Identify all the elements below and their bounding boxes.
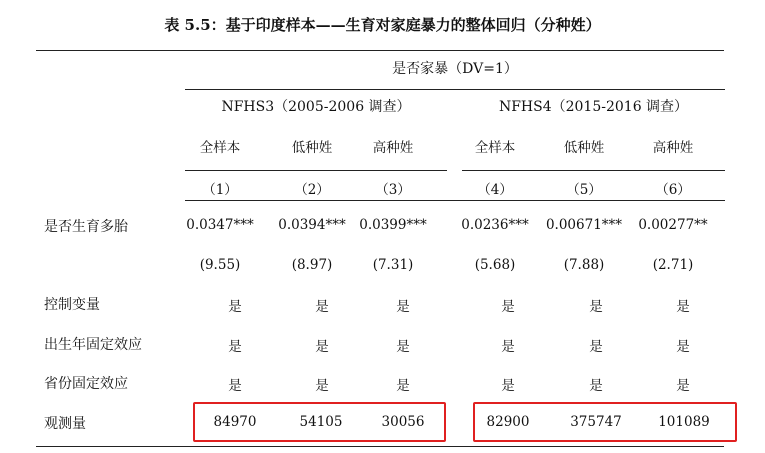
obs-col-1: 84970 bbox=[213, 414, 257, 430]
group-header-nfhs4: NFHS4（2015-2016 调查） bbox=[498, 99, 689, 115]
row-label-birth-year-fe: 出生年固定效应 bbox=[44, 337, 142, 353]
col-num-2: （2） bbox=[294, 182, 330, 198]
province-fe-col-4: 是 bbox=[501, 378, 515, 394]
province-fe-col-2: 是 bbox=[315, 378, 329, 394]
col-num-4: （4） bbox=[477, 182, 513, 198]
subhead-col-1: 全样本 bbox=[199, 140, 241, 156]
row-label-multiple-births: 是否生育多胎 bbox=[44, 219, 128, 235]
controls-col-3: 是 bbox=[396, 299, 410, 315]
controls-col-2: 是 bbox=[315, 299, 329, 315]
obs-col-5: 375747 bbox=[570, 414, 622, 430]
birthyear-fe-col-3: 是 bbox=[396, 339, 410, 355]
tstat-col-5: (7.88) bbox=[563, 257, 605, 273]
table-title: 表 5.5：基于印度样本——生育对家庭暴力的整体回归（分种姓） bbox=[164, 16, 601, 34]
group-rule-nfhs3 bbox=[185, 170, 447, 171]
row-label-observations: 观测量 bbox=[44, 416, 86, 432]
tstat-col-3: (7.31) bbox=[372, 257, 414, 273]
subhead-col-2: 低种姓 bbox=[291, 140, 333, 156]
coef-col-5: 0.00671*** bbox=[545, 217, 623, 233]
top-rule bbox=[36, 50, 724, 51]
highlight-box-nfhs3-observations bbox=[193, 402, 446, 442]
dv-header: 是否家暴（DV=1） bbox=[392, 61, 518, 77]
highlight-box-nfhs4-observations bbox=[473, 402, 737, 442]
birthyear-fe-col-5: 是 bbox=[589, 339, 603, 355]
controls-col-4: 是 bbox=[501, 299, 515, 315]
subhead-col-3: 高种姓 bbox=[372, 140, 414, 156]
province-fe-col-1: 是 bbox=[228, 378, 242, 394]
tstat-col-4: (5.68) bbox=[474, 257, 516, 273]
subhead-col-5: 低种姓 bbox=[563, 140, 605, 156]
tstat-col-2: (8.97) bbox=[291, 257, 333, 273]
controls-col-6: 是 bbox=[676, 299, 690, 315]
birthyear-fe-col-4: 是 bbox=[501, 339, 515, 355]
header-rule bbox=[185, 200, 725, 201]
coef-col-3: 0.0399*** bbox=[359, 217, 427, 233]
bottom-rule bbox=[36, 446, 724, 447]
controls-col-5: 是 bbox=[589, 299, 603, 315]
group-header-nfhs3: NFHS3（2005-2006 调查） bbox=[221, 99, 411, 115]
col-num-6: （6） bbox=[655, 182, 691, 198]
col-num-3: （3） bbox=[375, 182, 411, 198]
coef-col-1: 0.0347*** bbox=[186, 217, 254, 233]
obs-col-3: 30056 bbox=[381, 414, 425, 430]
coef-col-4: 0.0236*** bbox=[461, 217, 529, 233]
obs-col-6: 101089 bbox=[658, 414, 710, 430]
province-fe-col-5: 是 bbox=[589, 378, 603, 394]
coef-col-6: 0.00277** bbox=[638, 217, 708, 233]
province-fe-col-6: 是 bbox=[676, 378, 690, 394]
obs-col-4: 82900 bbox=[486, 414, 530, 430]
birthyear-fe-col-1: 是 bbox=[228, 339, 242, 355]
dv-rule bbox=[185, 89, 725, 90]
birthyear-fe-col-2: 是 bbox=[315, 339, 329, 355]
col-num-5: （5） bbox=[566, 182, 602, 198]
coef-col-2: 0.0394*** bbox=[278, 217, 346, 233]
tstat-col-1: (9.55) bbox=[199, 257, 241, 273]
birthyear-fe-col-6: 是 bbox=[676, 339, 690, 355]
controls-col-1: 是 bbox=[228, 299, 242, 315]
tstat-col-6: (2.71) bbox=[652, 257, 694, 273]
col-num-1: （1） bbox=[202, 182, 238, 198]
group-rule-nfhs4 bbox=[462, 170, 725, 171]
obs-col-2: 54105 bbox=[299, 414, 343, 430]
subhead-col-4: 全样本 bbox=[474, 140, 516, 156]
subhead-col-6: 高种姓 bbox=[652, 140, 694, 156]
row-label-controls: 控制变量 bbox=[44, 297, 100, 313]
row-label-province-fe: 省份固定效应 bbox=[44, 376, 128, 392]
province-fe-col-3: 是 bbox=[396, 378, 410, 394]
